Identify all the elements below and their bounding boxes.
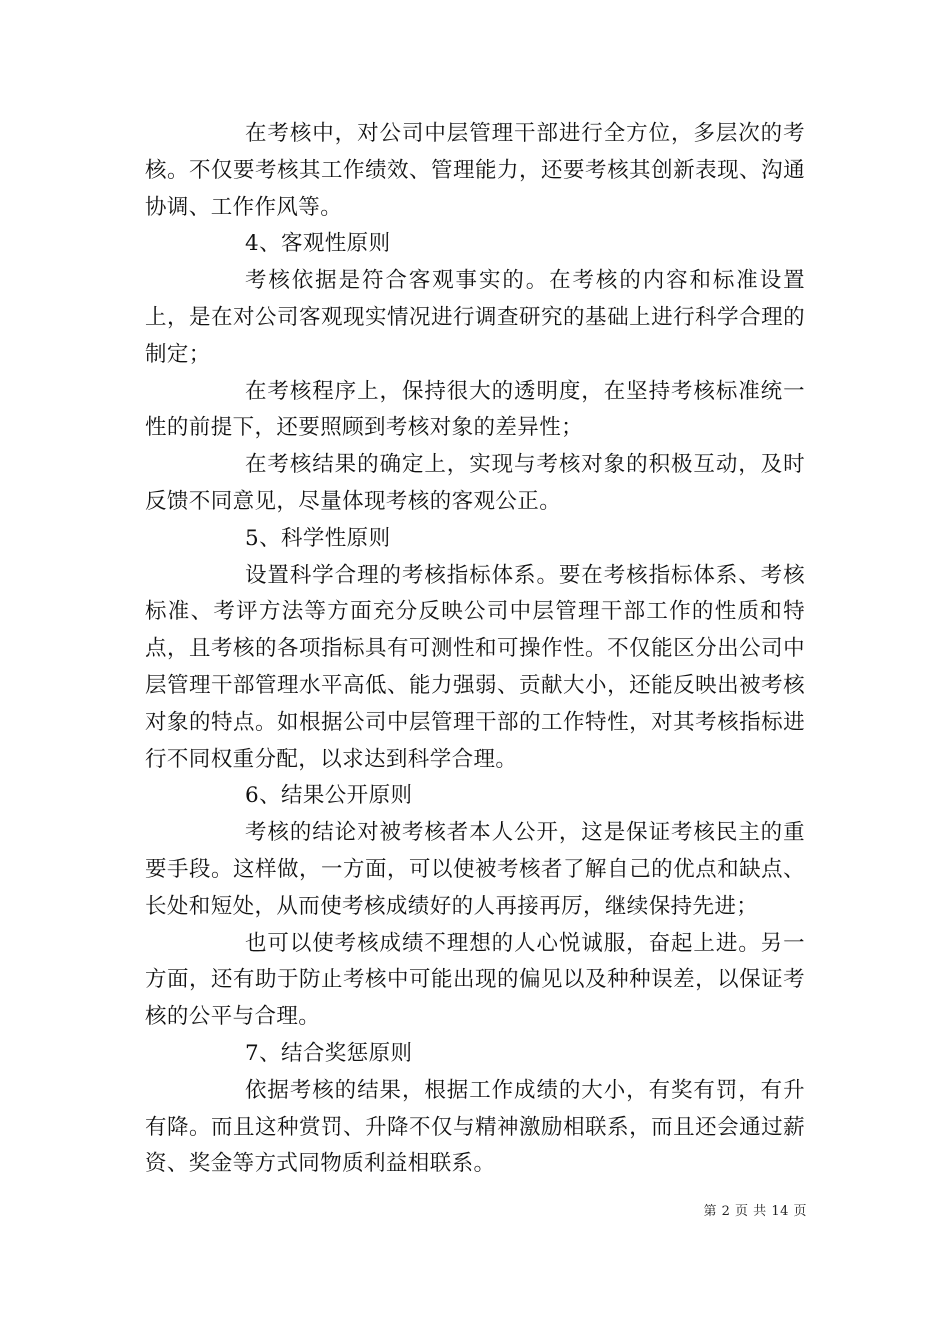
paragraph-public-results: 考核的结论对被考核者本人公开，这是保证考核民主的重要手段。这样做，一方面，可以使被考核者了解自己的优点和缺点、长处和短处，从而使考核成绩好的人再接再厉，继续保持先进； (145, 820, 805, 919)
page-number-footer: 第 2 页 共 14 页 (703, 1204, 807, 1219)
paragraph-procedure-transparency: 在考核程序上，保持很大的透明度，在坚持考核标准统一性的前提下，还要照顾到考核对象的差异性； (145, 378, 805, 441)
paragraph-rewards-penalties: 依据考核的结果，根据工作成绩的大小，有奖有罚，有升有降。而且这种赏罚、升降不仅与精神激励相联系，而且还会通过薪资、奖金等方式同物质利益相联系。 (145, 1077, 805, 1177)
section-heading-rewards: 7、结合奖惩原则 (245, 1040, 413, 1066)
paragraph-objective-basis: 考核依据是符合客观事实的。在考核的内容和标准设置上，是在对公司客观现实情况进行调查研究的基础上进行科学合理的制定； (145, 268, 805, 367)
paragraph-result-interaction: 在考核结果的确定上，实现与考核对象的积极互动，及时反馈不同意见，尽量体现考核的客观公正。 (145, 452, 805, 514)
paragraph-indicator-system: 设置科学合理的考核指标体系。要在考核指标体系、考核标准、考评方法等方面充分反映公司中层管理干部工作的性质和特点，且考核的各项指标具有可测性和可操作性。不仅能区分出公司中层管理干部管理水平高低、能力强弱、贡献大小，还能反映出被考核对象的特点。如根据公司中层管理干部的工作特性，对其考核指标进行不同权重分配，以求达到科学合理。 (145, 562, 805, 772)
section-heading-objectivity: 4、客观性原则 (245, 231, 391, 257)
section-heading-openness: 6、结果公开原则 (245, 783, 413, 809)
paragraph-fairness: 也可以使考核成绩不理想的人心悦诚服，奋起上进。另一方面，还有助于防止考核中可能出现的偏见以及种种误差，以保证考核的公平与合理。 (145, 930, 805, 1030)
document-body (145, 116, 805, 1183)
paragraph-comprehensive-assessment: 在考核中，对公司中层管理干部进行全方位，多层次的考核。不仅要考核其工作绩效、管理能力，还要考核其创新表现、沟通协调、工作作风等。 (145, 121, 805, 220)
section-heading-scientific: 5、科学性原则 (245, 525, 391, 551)
